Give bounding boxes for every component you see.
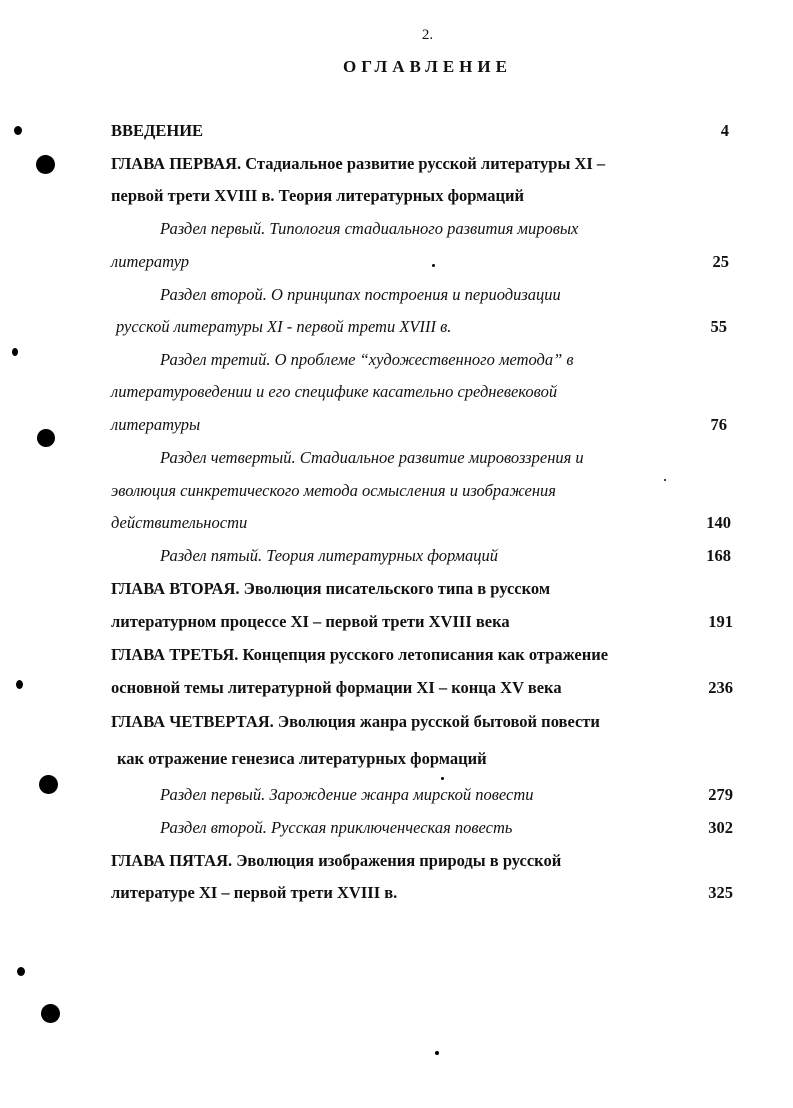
toc-entry-section-4-2 xyxy=(0,816,793,840)
toc-entry-text: первой трети XVIII в. Теория литературных формаций xyxy=(111,186,525,205)
toc-title: ОГЛАВЛЕНИЕ xyxy=(343,57,512,76)
toc-entry-text: литератур xyxy=(111,252,190,271)
toc-entry-text: действительности xyxy=(111,513,248,532)
toc-entry-text: литературоведении и его специфике касательно средневековой xyxy=(111,382,558,401)
punch-hole-mark xyxy=(39,775,58,794)
toc-entry-chapter-4-cont xyxy=(0,747,793,771)
toc-entry-section-4-1 xyxy=(0,783,793,807)
toc-entry-section-1-5 xyxy=(0,544,793,568)
toc-entry-introduction xyxy=(0,119,793,143)
toc-entry-text: ГЛАВА ЧЕТВЕРТАЯ. Эволюция жанра русской бытовой повести xyxy=(111,712,600,731)
toc-entry-text: Раздел первый. Типология стадиального развития мировых xyxy=(160,219,579,238)
toc-entry-page: 140 xyxy=(706,513,731,532)
toc-entry-text: Раздел пятый. Теория литературных формаций xyxy=(160,546,499,565)
toc-entry-chapter-1-cont xyxy=(0,184,793,208)
toc-entry-page: 236 xyxy=(708,678,733,697)
toc-entry-section-1-1 xyxy=(0,217,793,241)
toc-entry-section-1-4-end xyxy=(0,511,793,535)
toc-entry-text: Раздел первый. Зарождение жанра мирской повести xyxy=(160,785,534,804)
toc-entry-text: ГЛАВА ПЯТАЯ. Эволюция изображения природы в русской xyxy=(111,851,562,870)
toc-entry-page: 76 xyxy=(710,415,727,434)
scan-speck-mark xyxy=(441,777,444,780)
toc-entry-page: 4 xyxy=(720,121,729,140)
scan-speck-mark xyxy=(432,264,435,267)
toc-entry-text: Раздел четвертый. Стадиальное развитие мировоззрения и xyxy=(160,448,584,467)
toc-entry-page: 279 xyxy=(708,785,733,804)
punch-hole-mark xyxy=(16,680,23,689)
toc-entry-text: Раздел третий. О проблеме “художественного метода” в xyxy=(160,350,574,369)
toc-entry-chapter-3-cont xyxy=(0,676,793,700)
toc-entry-text: Раздел второй. О принципах построения и периодизации xyxy=(160,285,561,304)
toc-entry-chapter-3 xyxy=(0,643,793,667)
toc-entry-text: как отражение генезиса литературных формаций xyxy=(117,749,487,768)
toc-entry-section-1-4-cont xyxy=(0,479,793,503)
toc-entry-section-1-2 xyxy=(0,283,793,307)
toc-entry-text: русской литературы XI - первой трети XVIII в. xyxy=(116,317,452,336)
punch-hole-mark xyxy=(36,155,55,174)
toc-entry-section-1-2-cont xyxy=(0,315,793,339)
punch-hole-mark xyxy=(14,126,22,135)
punch-hole-mark xyxy=(12,348,18,356)
toc-entry-chapter-1 xyxy=(0,152,793,176)
toc-entry-text: литературе XI – первой трети XVIII в. xyxy=(111,883,398,902)
toc-entry-text: ГЛАВА ТРЕТЬЯ. Концепция русского летописания как отражение xyxy=(111,645,609,664)
toc-entry-text: литературном процессе XI – первой трети XVIII века xyxy=(111,612,510,631)
toc-entry-chapter-2 xyxy=(0,577,793,601)
page-number: 2. xyxy=(421,27,434,43)
scan-speck-mark xyxy=(664,479,666,481)
toc-entry-section-1-4 xyxy=(0,446,793,470)
toc-entry-page: 55 xyxy=(710,317,727,336)
toc-entry-section-1-3-cont xyxy=(0,380,793,404)
toc-entry-text: литературы xyxy=(111,415,201,434)
toc-entry-text: основной темы литературной формации XI – конца XV века xyxy=(111,678,562,697)
scan-speck-mark xyxy=(435,1051,439,1055)
toc-entry-text: ВВЕДЕНИЕ xyxy=(111,121,204,140)
toc-entry-section-1-3-end xyxy=(0,413,793,437)
toc-entry-page: 25 xyxy=(712,252,729,271)
toc-entry-page: 325 xyxy=(708,883,733,902)
toc-entry-chapter-5 xyxy=(0,849,793,873)
toc-entry-text: ГЛАВА ПЕРВАЯ. Стадиальное развитие русской литературы XI – xyxy=(111,154,606,173)
toc-entry-page: 168 xyxy=(706,546,731,565)
toc-entry-page: 191 xyxy=(708,612,733,631)
toc-entry-section-1-1-cont xyxy=(0,250,793,274)
punch-hole-mark xyxy=(17,967,25,976)
toc-entry-chapter-4 xyxy=(0,710,793,734)
punch-hole-mark xyxy=(37,429,55,447)
toc-entry-section-1-3 xyxy=(0,348,793,372)
toc-entry-chapter-5-cont xyxy=(0,881,793,905)
toc-entry-text: Раздел второй. Русская приключенческая повесть xyxy=(160,818,513,837)
toc-entry-text: эволюция синкретического метода осмысления и изображения xyxy=(111,481,556,500)
toc-entry-chapter-2-cont xyxy=(0,610,793,634)
toc-entry-page: 302 xyxy=(708,818,733,837)
toc-entry-text: ГЛАВА ВТОРАЯ. Эволюция писательского типа в русском xyxy=(111,579,551,598)
punch-hole-mark xyxy=(41,1004,60,1023)
